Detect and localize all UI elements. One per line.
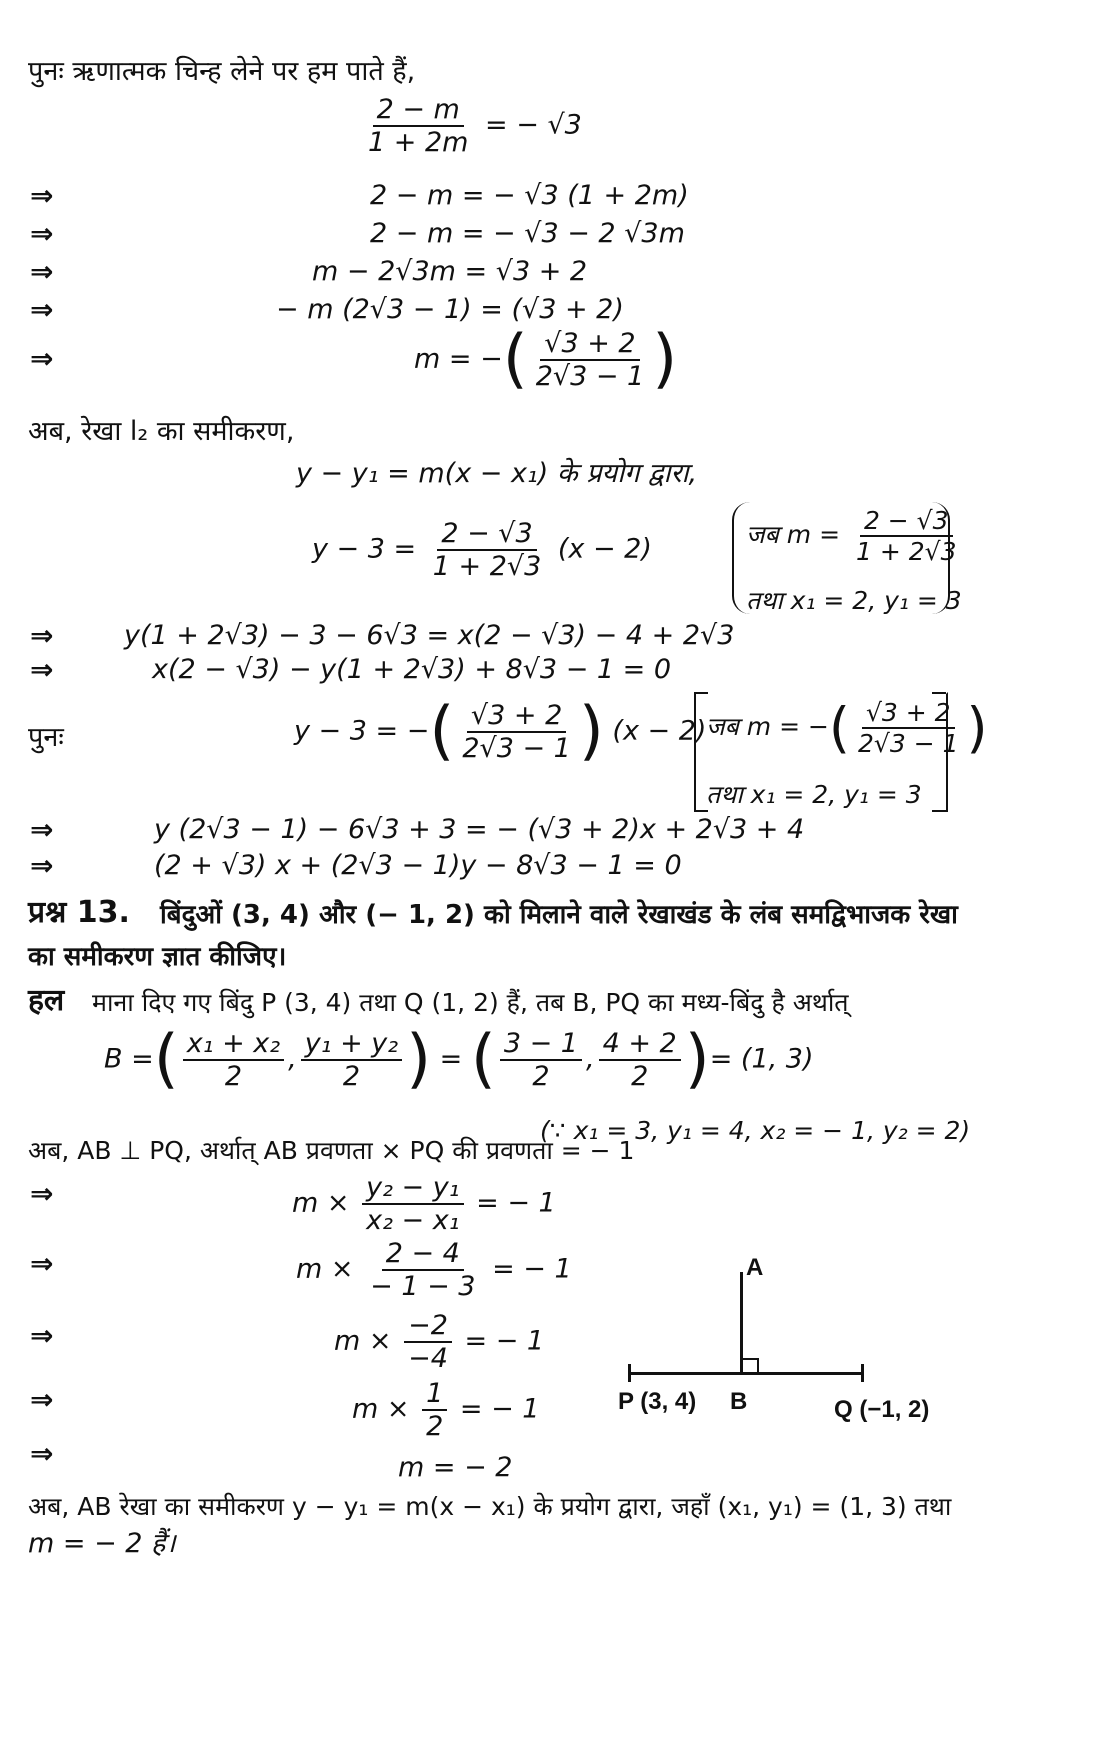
label-a: A	[746, 1254, 764, 1281]
line-l2-heading: अब, रेखा l₂ का समीकरण,	[28, 416, 295, 447]
left-paren-icon: (	[828, 696, 850, 760]
equation-2: 2 − m = − √3 − 2 √3m	[370, 218, 685, 249]
equation-7: y(1 + 2√3) − 3 − 6√3 = x(2 − √3) − 4 + 2√3	[124, 620, 735, 651]
cond2-when-text: जब m = −	[706, 712, 829, 741]
condition-1-and: तथा x₁ = 2, y₁ = 3	[746, 586, 962, 615]
eq9-lhs: y − 3 = −	[294, 715, 430, 747]
bracket-bottom-left	[694, 810, 708, 812]
s4-denominator: 2	[426, 1411, 444, 1442]
intro-line: पुनः ऋणात्मक चिन्ह लेने पर हम पाते हैं,	[28, 56, 416, 87]
eq5-denominator: 2√3 − 1	[535, 361, 645, 392]
left-paren-icon: (	[502, 322, 528, 397]
equation-5	[414, 322, 678, 397]
implies-arrow-6: ⇒	[30, 619, 54, 652]
equation-1: 2 − m = − √3 (1 + 2m)	[370, 180, 689, 211]
bracket-bottom-right	[932, 810, 946, 812]
label-b: B	[730, 1388, 748, 1415]
mid-n4: 4 + 2	[599, 1030, 681, 1061]
implies-arrow-5: ⇒	[30, 342, 54, 375]
right-paren-icon: )	[406, 1022, 432, 1097]
mid-d4: 2	[631, 1061, 649, 1092]
cond2-numerator: √3 + 2	[862, 700, 955, 729]
final-line-1: अब, AB रेखा का समीकरण y − y₁ = m(x − x₁) के प्रयोग द्वारा, जहाँ (x₁, y₁) = (1, 3) तथा	[28, 1492, 952, 1521]
s1-denominator: x₂ − x₁	[366, 1205, 460, 1236]
slope-step-3	[334, 1312, 544, 1372]
mid-n2: y₁ + y₂	[301, 1030, 402, 1061]
equation-11: (2 + √3) x + (2√3 − 1)y − 8√3 − 1 = 0	[154, 850, 682, 881]
eq9-denominator: 2√3 − 1	[462, 733, 571, 764]
eq5-lhs: m = −	[414, 343, 503, 375]
s2-rhs: = − 1	[492, 1253, 572, 1285]
question-13-text-1: बिंदुओं (3, 4) और (− 1, 2) को मिलाने वाले रेखाखंड के लंब समद्विभाजक रेखा	[160, 900, 958, 930]
mid-rhs: = (1, 3)	[709, 1043, 814, 1075]
mid-d1: 2	[224, 1061, 242, 1092]
label-q: Q (−1, 2)	[834, 1396, 930, 1423]
eq0-numerator: 2 − m	[373, 96, 464, 127]
eq5-numerator: √3 + 2	[540, 330, 639, 361]
tick-q	[861, 1364, 864, 1382]
s4-rhs: = − 1	[459, 1393, 540, 1425]
again-label: पुनः	[28, 722, 64, 753]
cond1-when-text: जब m =	[746, 520, 841, 549]
equation-10: y (2√3 − 1) − 6√3 + 3 = − (√3 + 2)x + 2√3 + 4	[154, 814, 805, 845]
cond2-denominator: 2√3 − 1	[858, 729, 959, 758]
implies-arrow-12: ⇒	[30, 1319, 54, 1352]
condition-1-when	[746, 508, 964, 564]
left-paren-icon: (	[470, 1022, 496, 1097]
condition-2-when	[706, 696, 988, 760]
given-values: (∵ x₁ = 3, y₁ = 4, x₂ = − 1, y₂ = 2)	[540, 1116, 971, 1145]
equation-0	[360, 96, 582, 156]
equation-3: m − 2√3m = √3 + 2	[312, 256, 588, 287]
s1-rhs: = − 1	[476, 1187, 556, 1219]
condition-2-and: तथा x₁ = 2, y₁ = 3	[706, 780, 922, 809]
left-paren-icon: (	[429, 694, 455, 769]
solution-intro: माना दिए गए बिंदु P (3, 4) तथा Q (1, 2) हैं, तब B, PQ का मध्य-बिंदु है अर्थात्	[92, 988, 849, 1017]
slope-step-4	[352, 1380, 539, 1440]
right-paren-icon: )	[966, 696, 988, 760]
eq6-numerator: 2 − √3	[437, 520, 536, 551]
eq6-rhs: (x − 2)	[557, 533, 652, 565]
implies-arrow-1: ⇒	[30, 179, 54, 212]
equation-6	[312, 520, 652, 580]
midpoint-equation: B =( $\frac{\text{x₁ + x₂}}{2}$ , $\frac{\text{y₁ + y₂}}{2}$ ) = ( $\frac{3 - 1}{2}$ , $\frac{4 + 2}{2}$ )= (1, 3)	[104, 1022, 814, 1097]
s3-lhs: m ×	[334, 1325, 392, 1357]
implies-arrow-4: ⇒	[30, 293, 54, 326]
cond1-numerator: 2 − √3	[860, 508, 953, 537]
eq6-lhs: y − 3 =	[312, 533, 417, 565]
right-angle-icon	[743, 1358, 759, 1374]
question-13-text-2: का समीकरण ज्ञात कीजिए।	[28, 942, 287, 972]
mid-d3: 2	[532, 1061, 550, 1092]
final-line-2: m = − 2 हैं।	[28, 1528, 176, 1559]
mid-n3: 3 − 1	[500, 1030, 582, 1061]
implies-arrow-10: ⇒	[30, 1177, 54, 1210]
mid-d2: 2	[342, 1061, 360, 1092]
equation-8: x(2 − √3) − y(1 + 2√3) + 8√3 − 1 = 0	[152, 654, 672, 685]
s4-numerator: 1	[422, 1380, 447, 1411]
s2-denominator: − 1 − 3	[370, 1271, 476, 1302]
bracket-top-left	[694, 692, 708, 694]
eq0-rhs: = − √3	[485, 109, 582, 141]
point-slope-form: y − y₁ = m(x − x₁) के प्रयोग द्वारा,	[296, 458, 698, 489]
bracket-top-right	[932, 692, 946, 694]
mid-lhs: B =	[104, 1043, 154, 1075]
implies-arrow-14: ⇒	[30, 1437, 54, 1470]
eq0-denominator: 1 + 2m	[368, 127, 469, 158]
label-p: P (3, 4)	[618, 1388, 697, 1415]
implies-arrow-2: ⇒	[30, 217, 54, 250]
s2-lhs: m ×	[296, 1253, 354, 1285]
eq6-denominator: 1 + 2√3	[432, 551, 542, 582]
s1-lhs: m ×	[292, 1187, 350, 1219]
implies-arrow-8: ⇒	[30, 813, 54, 846]
s1-numerator: y₂ − y₁	[362, 1174, 463, 1205]
implies-arrow-9: ⇒	[30, 849, 54, 882]
tick-p	[628, 1364, 631, 1382]
eq9-rhs: (x − 2)	[612, 715, 707, 747]
right-paren-icon: )	[684, 1022, 710, 1097]
equation-4: − m (2√3 − 1) = (√3 + 2)	[276, 294, 624, 325]
implies-arrow-11: ⇒	[30, 1247, 54, 1280]
slope-step-2	[296, 1240, 572, 1300]
equation-9	[294, 694, 707, 769]
mid-n1: x₁ + x₂	[183, 1030, 284, 1061]
slope-step-1	[292, 1174, 556, 1234]
eq9-numerator: √3 + 2	[467, 702, 566, 733]
implies-arrow-7: ⇒	[30, 653, 54, 686]
s4-lhs: m ×	[352, 1393, 410, 1425]
s3-rhs: = − 1	[464, 1325, 545, 1357]
s3-denominator: −4	[408, 1343, 448, 1374]
question-13-label: प्रश्न 13.	[28, 895, 130, 930]
slope-result: m = − 2	[398, 1452, 513, 1483]
perpendicular-bisector-figure	[600, 1250, 940, 1430]
right-paren-icon: )	[578, 694, 604, 769]
solution-label: हल	[28, 983, 65, 1018]
s3-numerator: −2	[404, 1312, 452, 1343]
right-paren-icon: )	[652, 322, 678, 397]
perpendicular-condition: अब, AB ⊥ PQ, अर्थात् AB प्रवणता × PQ की प्रवणता = − 1	[28, 1136, 635, 1165]
cond1-denominator: 1 + 2√3	[855, 537, 957, 566]
implies-arrow-3: ⇒	[30, 255, 54, 288]
left-paren-icon: (	[153, 1022, 179, 1097]
s2-numerator: 2 − 4	[382, 1240, 464, 1271]
implies-arrow-13: ⇒	[30, 1383, 54, 1416]
